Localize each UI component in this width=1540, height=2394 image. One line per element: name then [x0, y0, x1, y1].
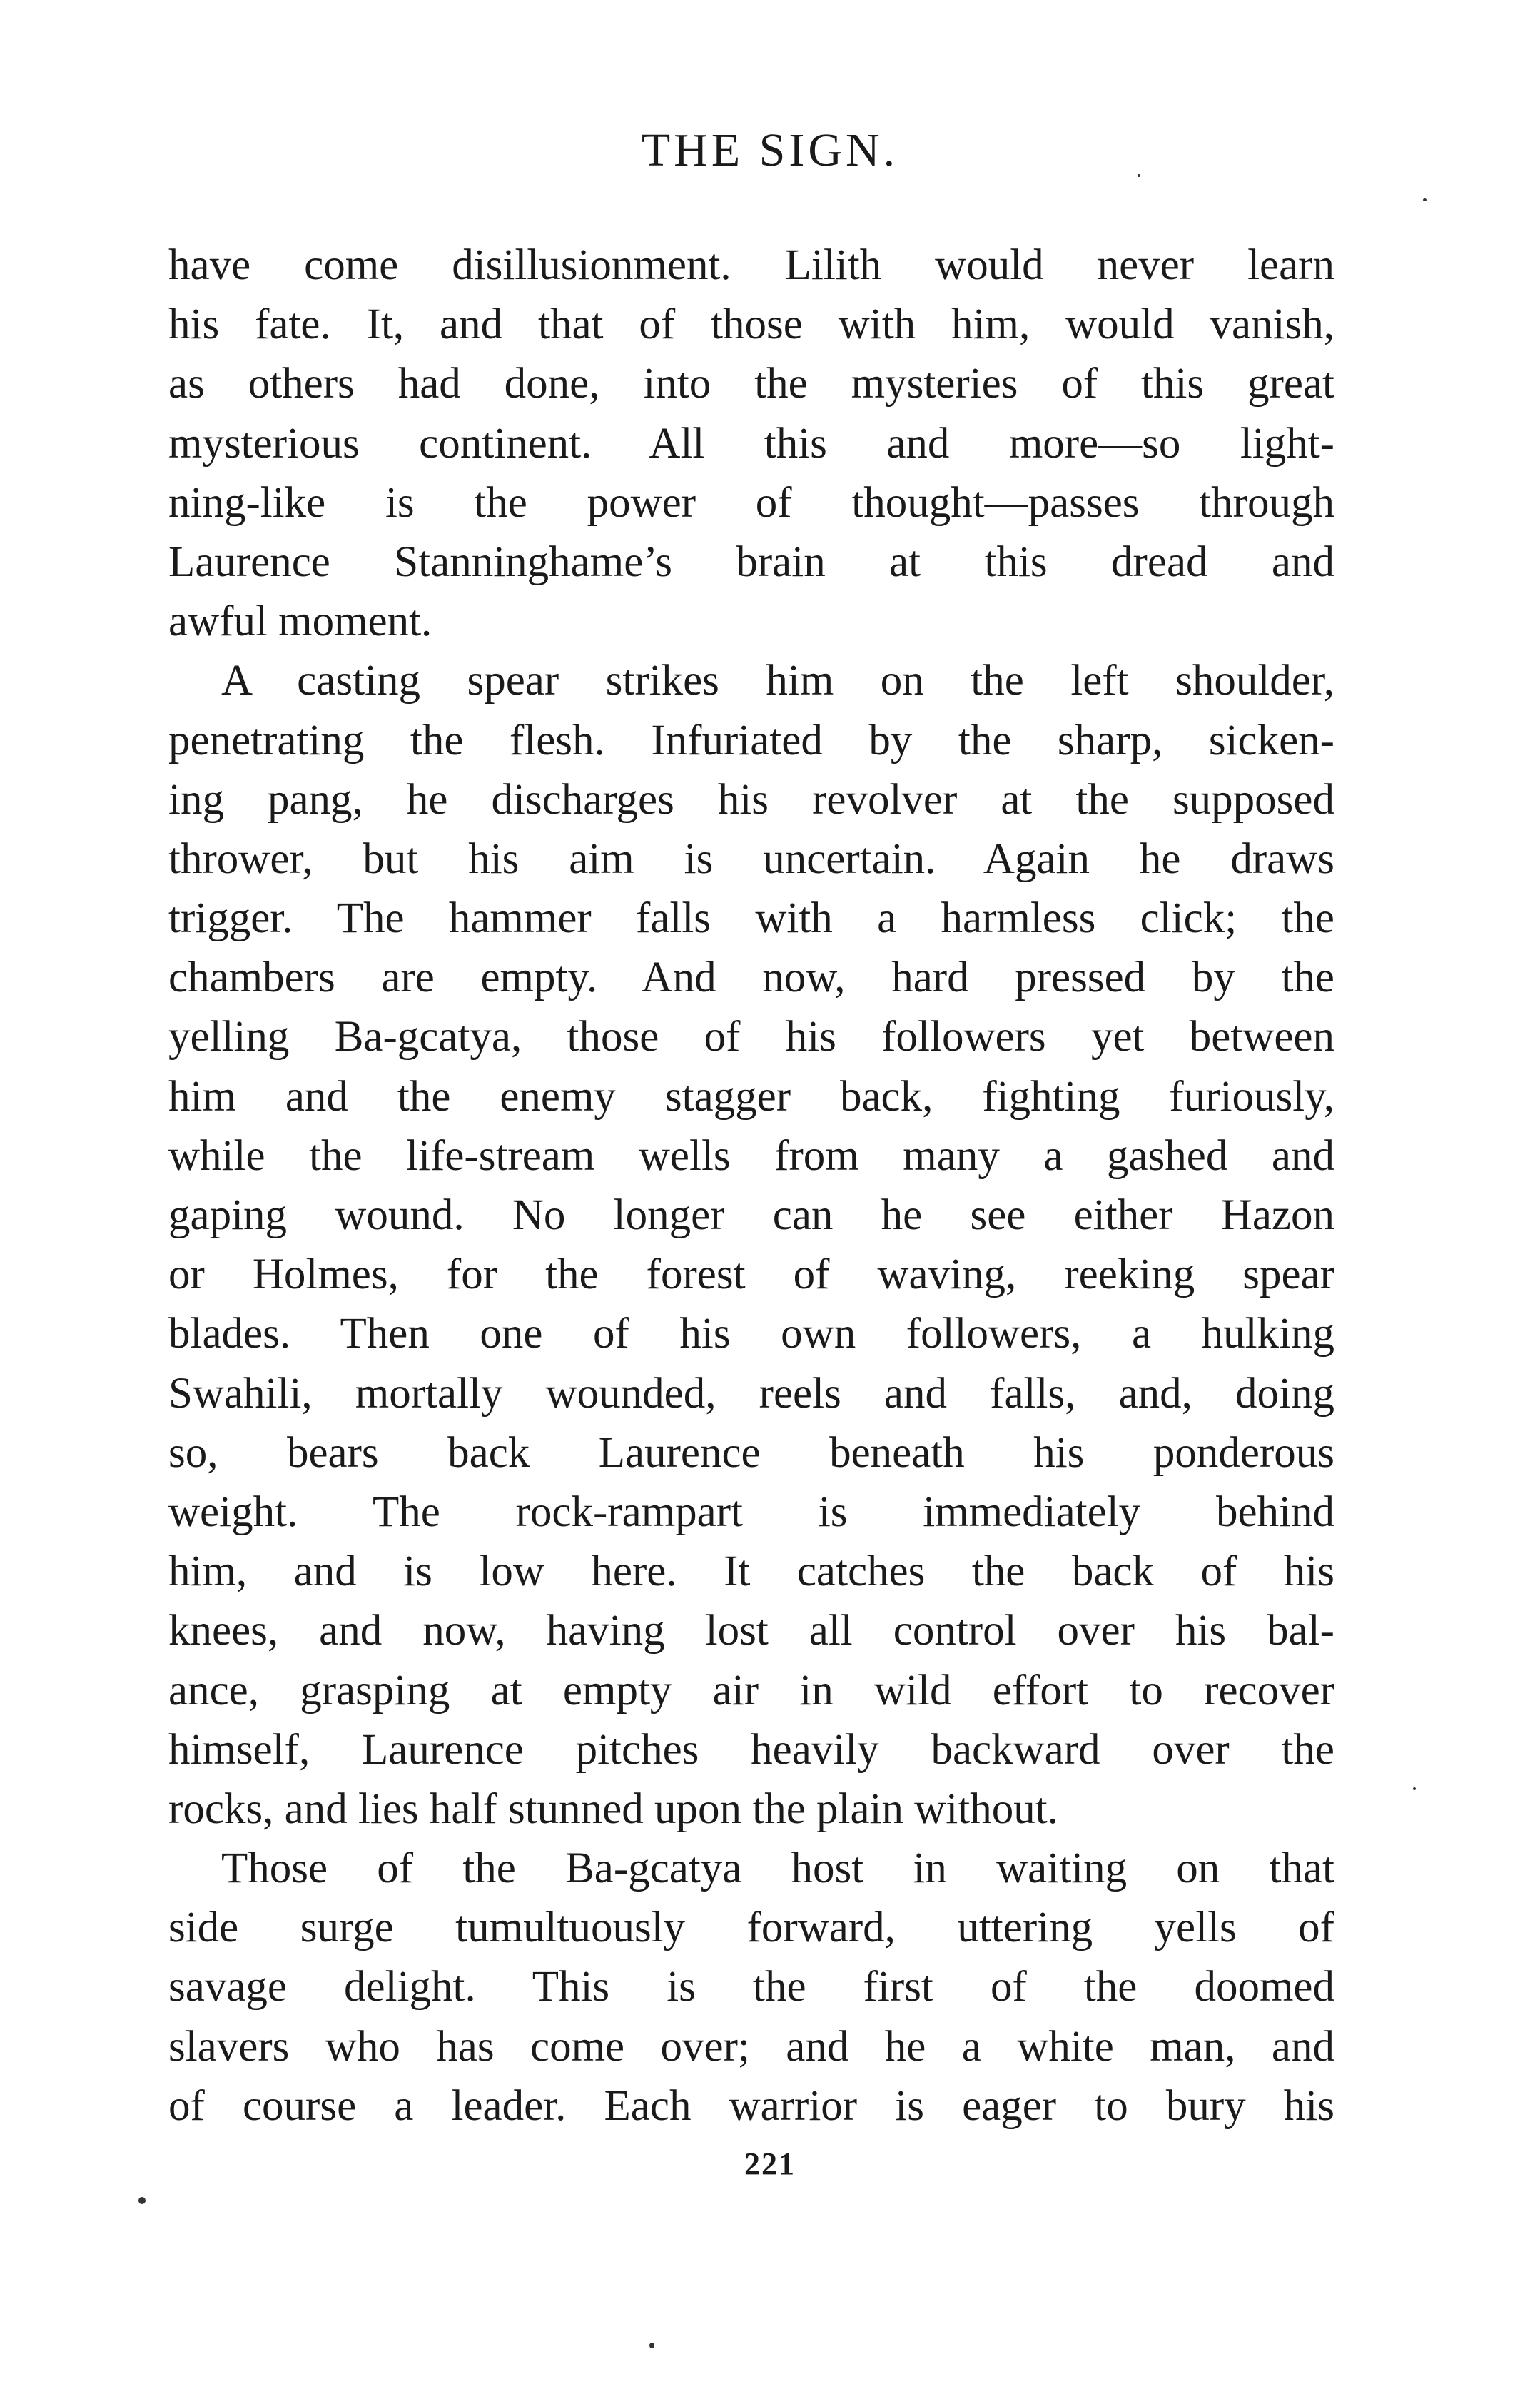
text-line: awful moment. [168, 597, 432, 646]
paragraph-2 [168, 651, 1334, 1839]
scan-speck [138, 2197, 146, 2204]
text-line: ing pang, he discharges his revolver at the supposed [168, 775, 1334, 824]
text-line: as others had done, into the mysteries of this great [168, 360, 1334, 408]
text-line: ning-like is the power of thought—passes through [168, 478, 1334, 527]
text-line: weight. The rock-rampart is immediately behind [168, 1488, 1334, 1536]
text-line: him, and is low here. It catches the back of his [168, 1547, 1334, 1596]
text-line: ance, grasping at empty air in wild effort to recover [168, 1666, 1334, 1714]
text-line: have come disillusionment. Lilith would never learn [168, 241, 1334, 289]
page-number: 221 [744, 2146, 796, 2181]
text-line: slavers who has come over; and he a white man, and [168, 2022, 1334, 2071]
text-line: Those of the Ba-gcatya host in waiting on that [221, 1844, 1334, 1893]
text-line: Laurence Stanninghame’s brain at this dread and [168, 537, 1334, 586]
scan-speck [1138, 174, 1140, 177]
scan-speck [649, 2343, 654, 2348]
text-line: Swahili, mortally wounded, reels and falls, and, doing [168, 1369, 1334, 1418]
text-line: his fate. It, and that of those with him, would vanish, [168, 300, 1334, 349]
text-line: rocks, and lies half stunned upon the plain without. [168, 1784, 1058, 1833]
text-line: trigger. The hammer falls with a harmless click; the [168, 894, 1334, 943]
text-line: so, bears back Laurence beneath his ponderous [168, 1428, 1334, 1477]
paragraph-1 [168, 236, 1334, 651]
text-line: him and the enemy stagger back, fighting furiously, [168, 1072, 1334, 1121]
paragraph-3 [168, 1839, 1334, 2136]
text-line: himself, Laurence pitches heavily backward over the [168, 1725, 1334, 1774]
text-line: savage delight. This is the first of the doomed [168, 1963, 1334, 2011]
text-line: yelling Ba-gcatya, those of his followers yet between [168, 1013, 1334, 1061]
text-line: side surge tumultuously forward, uttering yells of [168, 1904, 1334, 1952]
text-line: of course a leader. Each warrior is eager to bury his [168, 2081, 1334, 2130]
running-head: THE SIGN. [641, 124, 899, 176]
text-line: chambers are empty. And now, hard pressed by the [168, 954, 1334, 1002]
text-line: thrower, but his aim is uncertain. Again he draws [168, 834, 1334, 883]
text-line: penetrating the flesh. Infuriated by the sharp, sicken- [168, 716, 1334, 764]
text-line: or Holmes, for the forest of waving, reeking spear [168, 1251, 1334, 1299]
scan-speck [1423, 198, 1427, 201]
text-line: A casting spear strikes him on the left shoulder, [221, 657, 1334, 705]
text-line: while the life-stream wells from many a gashed and [168, 1131, 1334, 1180]
text-line: blades. Then one of his own followers, a hulking [168, 1310, 1334, 1358]
scan-speck [1413, 1787, 1416, 1790]
text-line: gaping wound. No longer can he see either Hazon [168, 1191, 1334, 1239]
body-text [168, 236, 1334, 2136]
text-line: knees, and now, having lost all control over his bal- [168, 1607, 1334, 1655]
text-line: mysterious continent. All this and more—so light- [168, 419, 1334, 468]
